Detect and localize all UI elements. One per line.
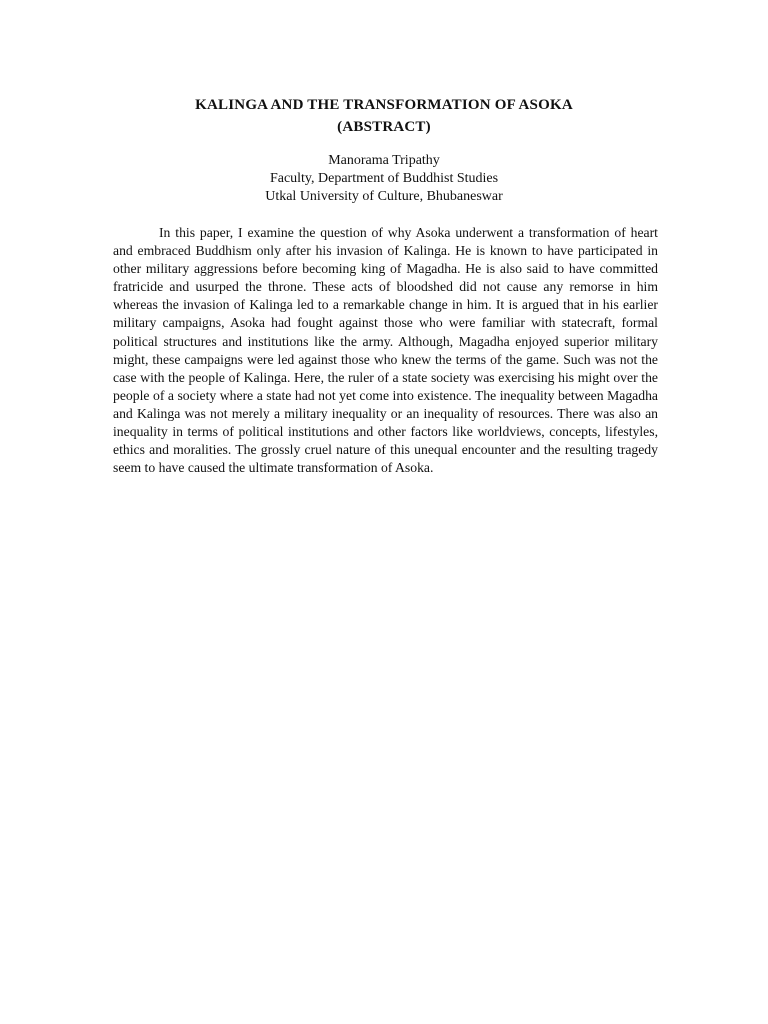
author-affiliation-department: Faculty, Department of Buddhist Studies <box>269 171 499 186</box>
paper-title-line-1: KALINGA AND THE TRANSFORMATION OF ASOKA <box>195 97 573 113</box>
author-affiliation-university: Utkal University of Culture, Bhubaneswar <box>265 189 503 204</box>
paper-title <box>0 94 768 138</box>
abstract-paragraph: In this paper, I examine the question of why Asoka underwent a transformation of heart and embraced Buddhism only after his invasion of Kalinga. He is known to have participated in other military aggressions before becoming king of Magadha. He is also said to have committed fratricide and usurped the throne. These acts of bloodshed did not cause any remorse in him whereas the invasion of Kalinga led to a remarkable change in him. It is argued that in his earlier military campaigns, Asoka had fought against those who were familiar with statecraft, formal political structures and institutions like the army. Although, Magadha enjoyed superior military might, these campaigns were led against those who knew the terms of the game. Such was not the case with the people of Kalinga. Here, the ruler of a state society was exercising his might over the people of a society where a state had not yet come into existence. The inequality between Magadha and Kalinga was not merely a military inequality or an inequality of resources. There was also an inequality in terms of political institutions and other factors like worldviews, concepts, lifestyles, ethics and moralities. The grossly cruel nature of this unequal encounter and the resulting tragedy seem to have caused the ultimate transformation of Asoka. <box>113 225 658 476</box>
author-name: Manorama Tripathy <box>328 153 440 168</box>
author-block <box>0 152 768 206</box>
paper-title-line-2: (ABSTRACT) <box>337 119 431 135</box>
